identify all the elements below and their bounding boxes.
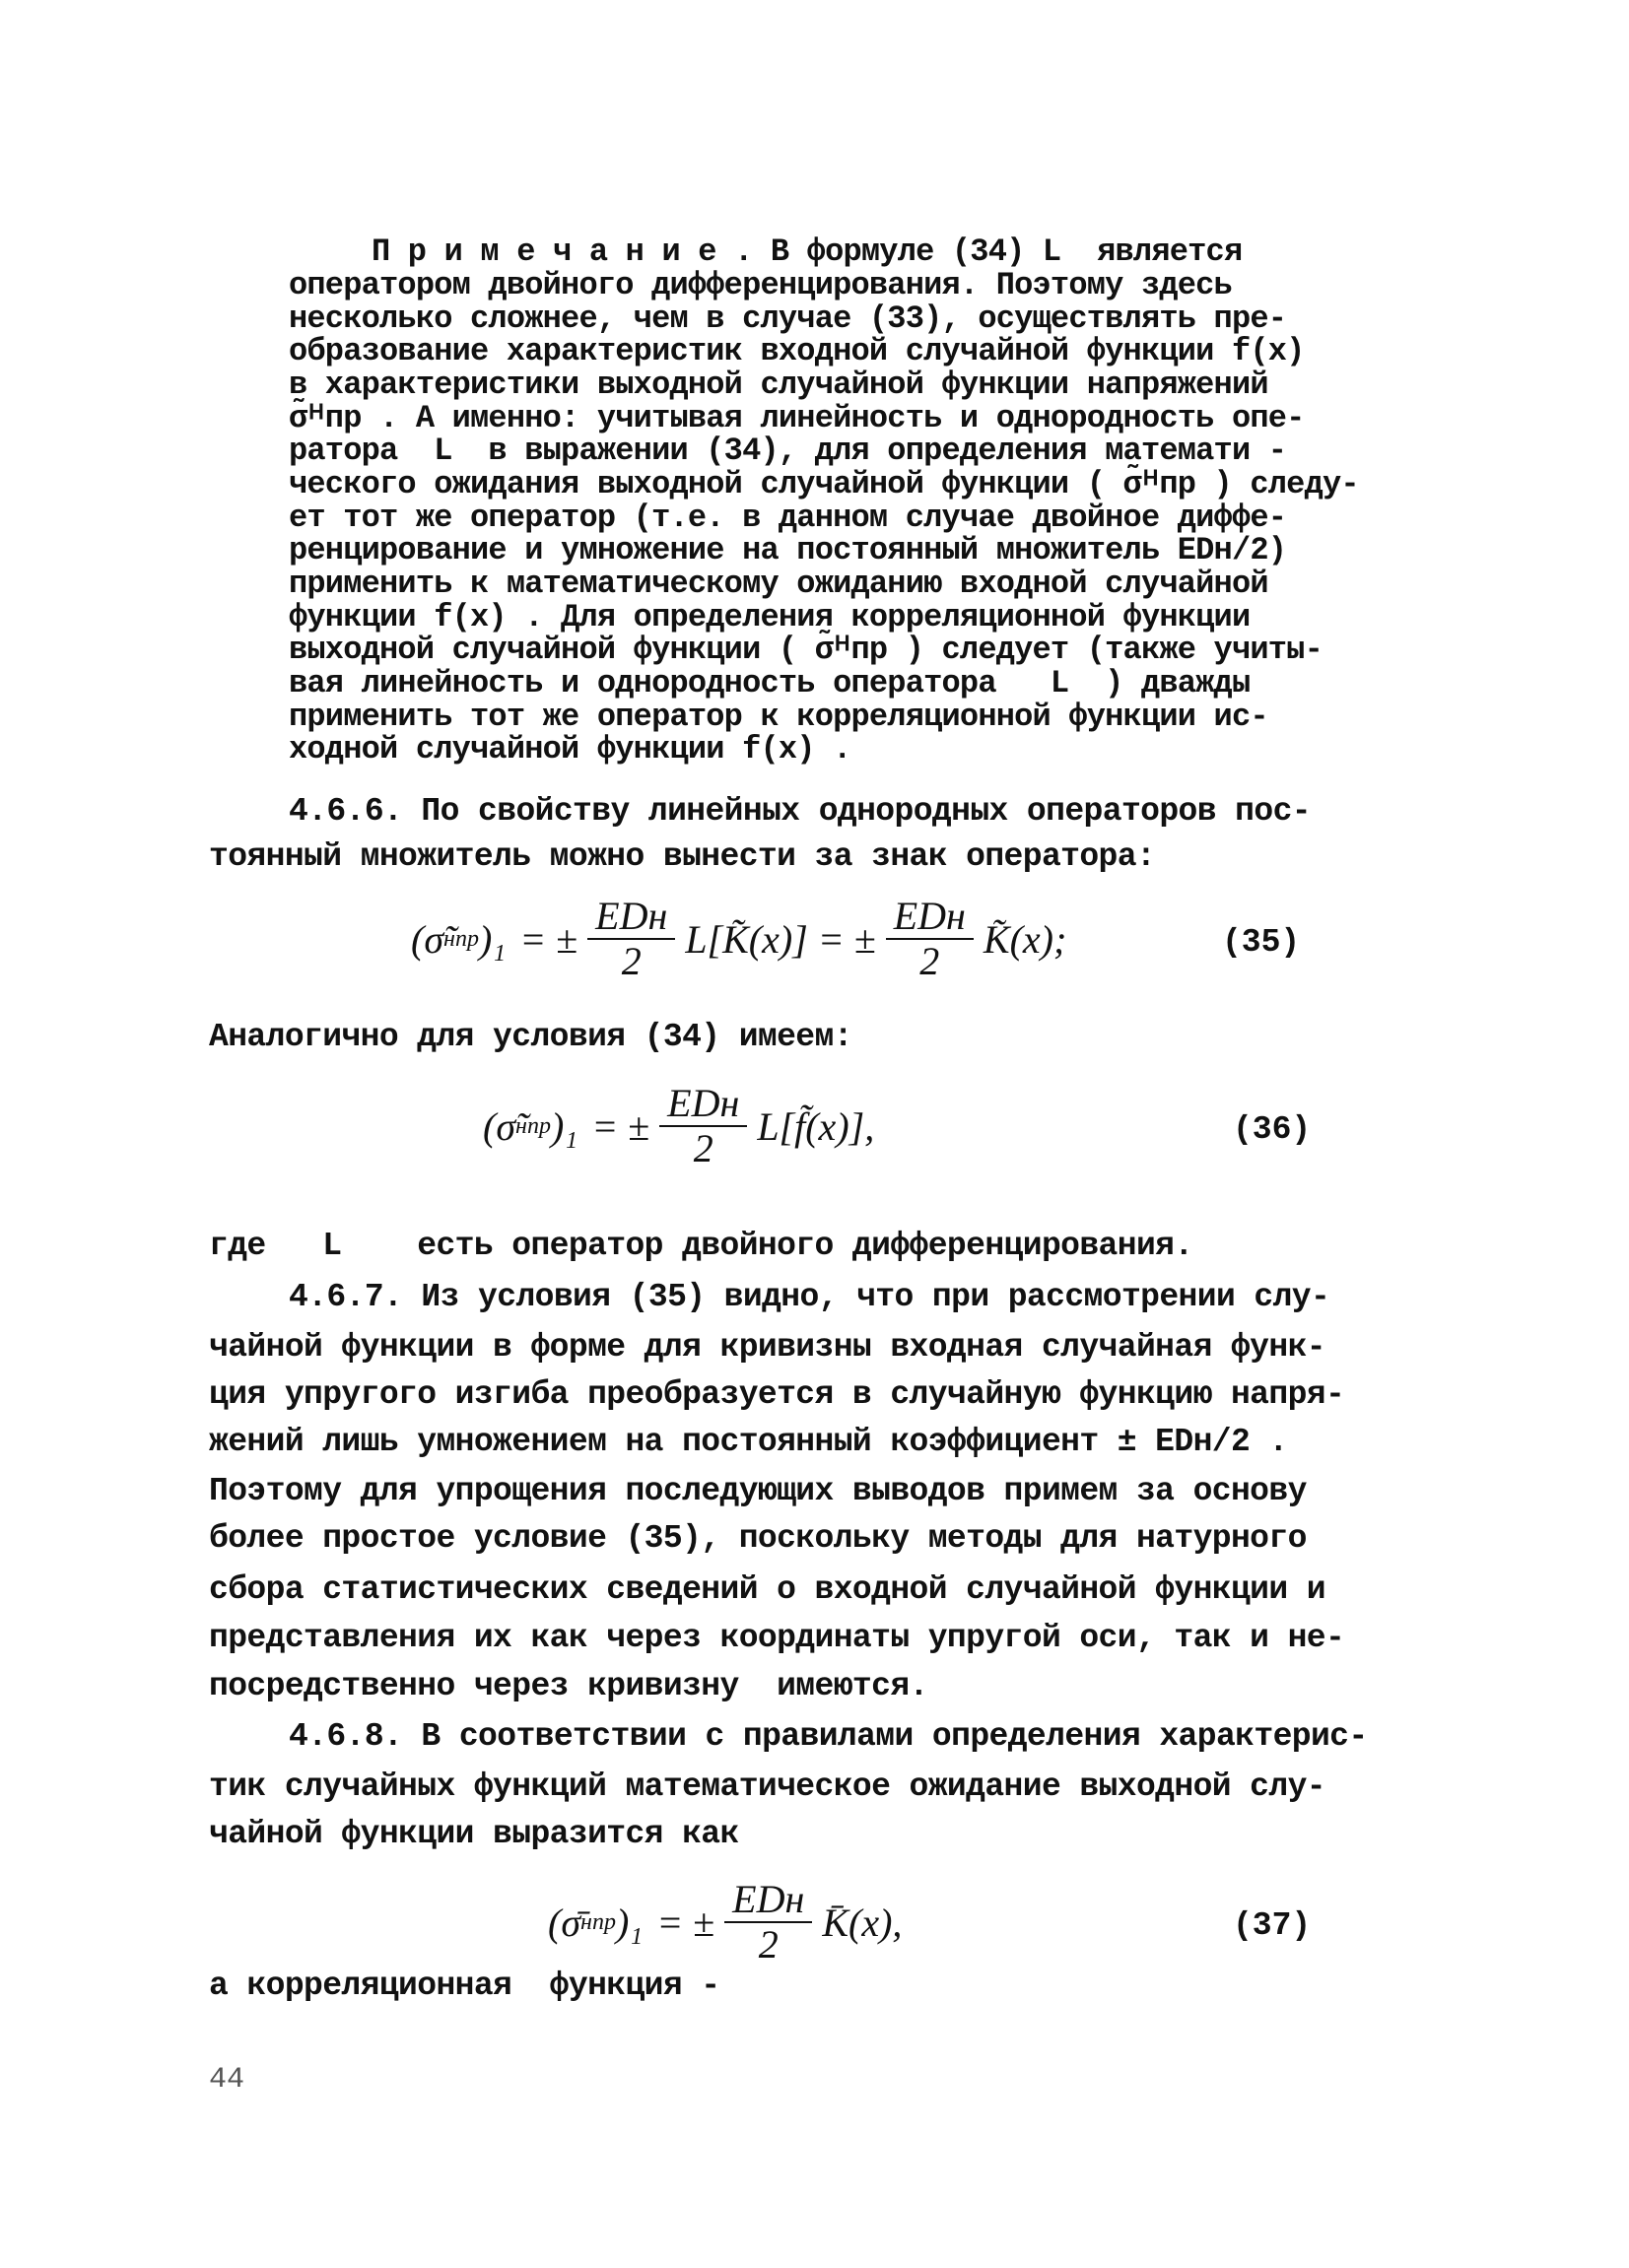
- after-37-line: а корреляционная функция -: [209, 1968, 720, 2004]
- eq-symbol: (σ̃: [411, 916, 444, 962]
- equation-number: (36): [1233, 1111, 1312, 1148]
- denominator: 2: [693, 1126, 713, 1170]
- eq-sign: = ±: [591, 1103, 650, 1149]
- note-line: в характеристики выходной случайной функции напряжений: [289, 367, 1268, 403]
- eq-symbol: (σ̃: [483, 1103, 516, 1149]
- note-line: σ̃ᴴпр . А именно: учитывая линейность и однородность опе-: [289, 400, 1305, 436]
- paragraph-line: 4.6.7. Из условия (35) видно, что при рассмотрении слу-: [289, 1279, 1330, 1315]
- note-line: образование характеристик входной случайной функции f(x): [289, 333, 1305, 369]
- eq-subscript: пр: [526, 1112, 551, 1139]
- paragraph-line: жений лишь умножением на постоянный коэффициент ± EDн/2 .: [209, 1424, 1288, 1460]
- eq-symbol: (σ̄: [548, 1900, 581, 1945]
- eq-superscript: н: [515, 1112, 527, 1139]
- equation-37: [548, 1878, 902, 1967]
- paragraph-line: посредственно через кривизну имеются.: [209, 1668, 928, 1704]
- note-line: ратора L в выражении (34), для определения математи -: [289, 433, 1287, 469]
- numerator: EDн: [724, 1878, 812, 1923]
- paragraph-line: Поэтому для упрощения последующих выводов примем за основу: [209, 1473, 1307, 1509]
- note-line: оператором двойного дифференцирования. Поэтому здесь: [289, 267, 1232, 303]
- note-line: вая линейность и однородность оператора L ) дважды: [289, 665, 1251, 701]
- where-line: где L есть оператор двойного дифференцирования.: [209, 1228, 1193, 1264]
- note-line: функции f(x) . Для определения корреляционной функции: [289, 599, 1251, 635]
- equation-number: (37): [1233, 1907, 1312, 1944]
- numerator: EDн: [659, 1082, 747, 1127]
- eq-symbol: K̃(x);: [983, 916, 1067, 962]
- eq-symbol: )₁: [550, 1103, 578, 1149]
- equation-number: (35): [1222, 924, 1301, 961]
- fraction: [886, 895, 974, 983]
- note-line: несколько сложнее, чем в случае (33), осуществлять пре-: [289, 300, 1287, 337]
- note-line: ческого ожидания выходной случайной функции ( σ̃ᴴпр ) следу-: [289, 466, 1359, 502]
- eq-subscript: пр: [454, 925, 479, 952]
- denominator: 2: [919, 939, 940, 983]
- fraction: [724, 1878, 812, 1967]
- paragraph-line: представления их как через координаты упругой оси, так и не-: [209, 1620, 1345, 1656]
- note-line: применить к математическому ожиданию входной случайной: [289, 566, 1268, 602]
- paragraph-line: тик случайных функций математическое ожидание выходной слу-: [209, 1768, 1325, 1805]
- note-line: П р и м е ч а н и е . В формуле (34) L является: [372, 233, 1243, 270]
- eq-symbol: K̄(x),: [822, 1900, 903, 1945]
- eq-subscript: пр: [591, 1908, 616, 1935]
- eq-symbol: )₁: [478, 916, 507, 962]
- eq-operator: L[K̃(x)]: [685, 916, 808, 962]
- paragraph-line: ция упругого изгиба преобразуется в случайную функцию напря-: [209, 1376, 1345, 1413]
- analog-line: Аналогично для условия (34) имеем:: [209, 1019, 852, 1055]
- eq-operator: L[f̃(x)],: [757, 1103, 875, 1149]
- page-number: 44: [209, 2063, 245, 2097]
- paragraph-line: чайной функции в форме для кривизны входная случайная функ-: [209, 1329, 1325, 1366]
- paragraph-line: сбора статистических сведений о входной случайной функции и: [209, 1571, 1325, 1608]
- equation-36: [483, 1082, 874, 1170]
- denominator: 2: [621, 939, 642, 983]
- note-line: ренцирование и умножение на постоянный множитель EDн/2): [289, 532, 1287, 568]
- eq-sign: = ±: [656, 1900, 715, 1945]
- eq-sign: = ±: [817, 916, 876, 962]
- numerator: EDн: [886, 895, 974, 940]
- eq-symbol: )₁: [615, 1900, 644, 1945]
- note-line: ходной случайной функции f(x) .: [289, 731, 851, 767]
- note-line: выходной случайной функции ( σ̃ᴴпр ) следует (также учиты-: [289, 632, 1323, 668]
- paragraph-line: 4.6.8. В соответствии с правилами определения характерис-: [289, 1718, 1368, 1755]
- paragraph-line: чайной функции выразится как: [209, 1816, 739, 1852]
- paragraph-line: более простое условие (35), поскольку методы для натурного: [209, 1520, 1307, 1557]
- fraction: [659, 1082, 747, 1170]
- denominator: 2: [758, 1922, 779, 1967]
- note-line: применить тот же оператор к корреляционной функции ис-: [289, 699, 1268, 735]
- fraction: [587, 895, 675, 983]
- note-line: ет тот же оператор (т.е. в данном случае двойное диффе-: [289, 500, 1287, 536]
- equation-35: [411, 895, 1066, 983]
- numerator: EDн: [587, 895, 675, 940]
- paragraph-4-6-6-line: тоянный множитель можно вынести за знак оператора:: [209, 838, 1156, 875]
- eq-sign: = ±: [519, 916, 578, 962]
- paragraph-4-6-6-line: 4.6.6. По свойству линейных однородных операторов пос-: [289, 793, 1311, 830]
- eq-superscript: н: [443, 925, 455, 952]
- eq-superscript: н: [580, 1908, 592, 1935]
